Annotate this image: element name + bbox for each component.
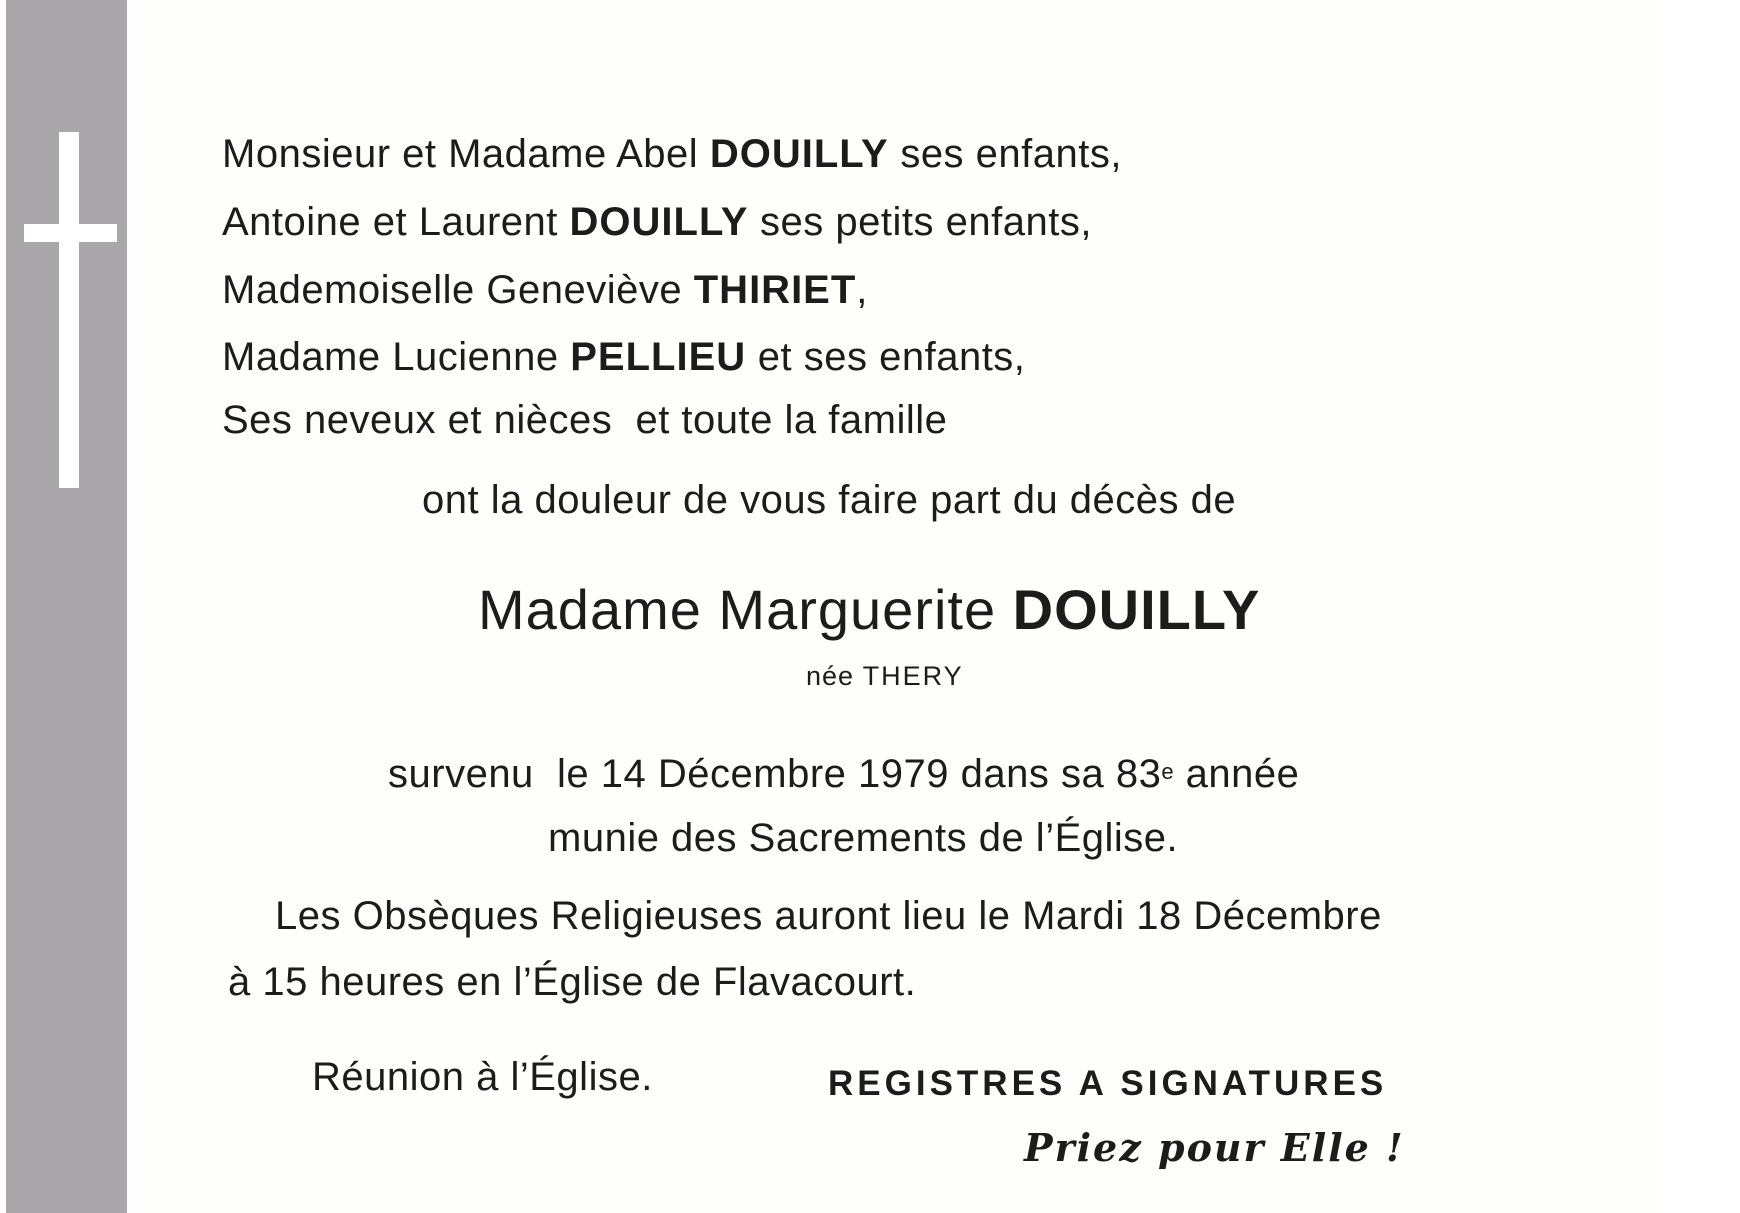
prayer-line: Priez pour Elle ! [1024, 1125, 1405, 1170]
family-line-text: Antoine et Laurent [222, 200, 558, 244]
mourning-band [6, 0, 127, 1213]
family-line-2 [222, 198, 1092, 246]
family-line-text: Monsieur et Madame Abel [222, 132, 699, 176]
family-surname: DOUILLY [709, 132, 889, 176]
funeral-line-2: à 15 heures en l’Église de Flavacourt. [228, 960, 917, 1004]
death-date-text: survenu le 14 Décembre 1979 dans sa 83 [388, 752, 1162, 796]
deceased-surname: DOUILLY [1012, 578, 1261, 641]
family-relation: ses enfants, [900, 132, 1122, 176]
family-relation: ses petits enfants, [760, 200, 1092, 244]
deceased-title: Madame Marguerite [478, 578, 997, 641]
age-label: année [1174, 752, 1300, 796]
ordinal-suffix: e [1161, 759, 1175, 784]
meeting-note: Réunion à l’Église. [312, 1055, 653, 1099]
cross-icon [59, 132, 79, 488]
death-date-line [388, 750, 1299, 798]
page-margin [1660, 0, 1740, 1213]
sacraments-line: munie des Sacrements de l’Église. [548, 816, 1179, 860]
family-line-3 [222, 266, 868, 314]
family-line-5: Ses neveux et nièces et toute la famille [222, 398, 948, 442]
maiden-name: THERY [862, 661, 964, 691]
family-surname: PELLIEU [570, 335, 747, 379]
cross-icon-bar [24, 224, 117, 242]
family-line-text: Madame Lucienne [222, 335, 559, 379]
family-relation: et ses enfants, [757, 335, 1026, 379]
announcement-text: ont la douleur de vous faire part du décès de [422, 478, 1237, 522]
deceased-name [478, 578, 1260, 642]
family-line-1 [222, 130, 1122, 178]
maiden-name-line [806, 660, 964, 692]
registers-heading: REGISTRES A SIGNATURES [828, 1064, 1388, 1103]
family-surname: DOUILLY [569, 200, 749, 244]
funeral-line-1: Les Obsèques Religieuses auront lieu le Mardi 18 Décembre [275, 894, 1382, 938]
nee-label: née [806, 661, 855, 691]
family-surname: THIRIET [693, 268, 857, 312]
family-line-4 [222, 333, 1025, 381]
family-relation: , [856, 268, 868, 312]
family-line-text: Mademoiselle Geneviève [222, 268, 683, 312]
